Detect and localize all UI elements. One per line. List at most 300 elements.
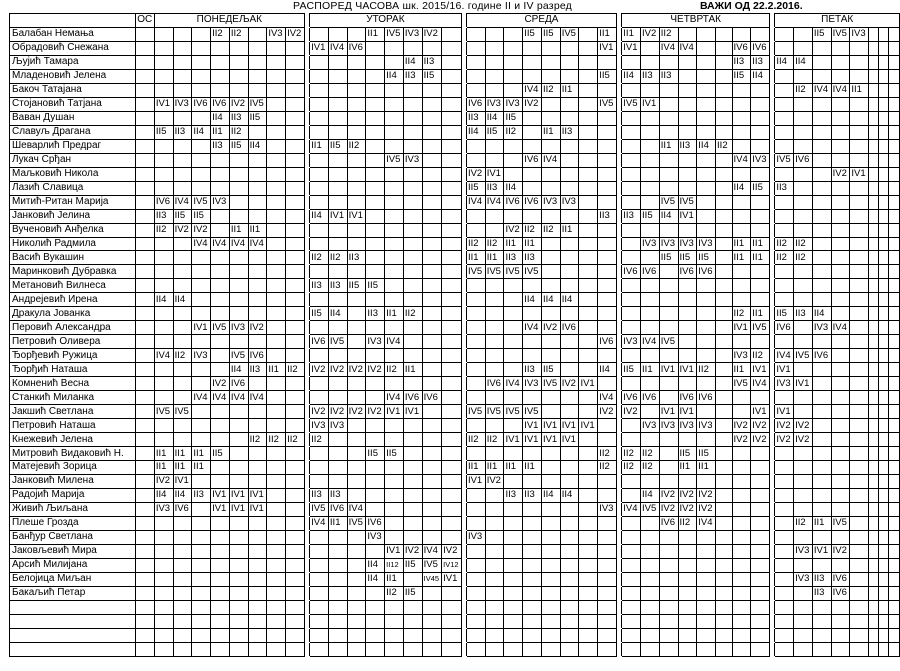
class-slot xyxy=(485,642,504,656)
class-slot xyxy=(716,209,733,223)
os-cell xyxy=(135,488,154,502)
class-slot xyxy=(850,181,869,195)
class-slot xyxy=(173,642,192,656)
class-slot: IV3 xyxy=(697,419,716,433)
class-slot: II3 xyxy=(794,307,813,321)
class-slot xyxy=(716,461,733,475)
class-slot xyxy=(732,502,751,516)
class-slot xyxy=(504,642,523,656)
teacher-row xyxy=(10,237,900,251)
class-slot: II4 xyxy=(248,139,267,153)
os-cell xyxy=(135,111,154,125)
class-slot xyxy=(403,433,422,447)
class-slot xyxy=(192,558,211,572)
class-slot xyxy=(523,209,542,223)
class-slot xyxy=(422,335,441,349)
class-slot xyxy=(485,209,504,223)
class-slot xyxy=(879,349,889,363)
class-slot xyxy=(211,363,230,377)
class-slot xyxy=(751,502,770,516)
teacher-row xyxy=(10,391,900,405)
class-slot xyxy=(716,447,733,461)
class-slot xyxy=(869,69,879,83)
class-slot xyxy=(422,419,441,433)
class-slot xyxy=(466,586,485,600)
teacher-name: Јаковљевић Мира xyxy=(10,544,136,558)
class-slot xyxy=(812,377,831,391)
class-slot: IV1 xyxy=(485,167,504,181)
class-slot xyxy=(154,139,173,153)
class-slot xyxy=(403,111,422,125)
class-slot xyxy=(442,405,461,419)
class-slot xyxy=(889,363,900,377)
class-slot xyxy=(466,279,485,293)
class-slot: IV12 xyxy=(442,558,461,572)
class-slot: II2 xyxy=(310,433,329,447)
class-slot xyxy=(622,279,641,293)
class-slot: II4 xyxy=(775,55,794,69)
class-slot xyxy=(678,586,697,600)
class-slot xyxy=(442,125,461,139)
class-slot xyxy=(403,349,422,363)
class-slot: II3 xyxy=(598,209,617,223)
class-slot: IV5 xyxy=(523,405,542,419)
class-slot xyxy=(523,600,542,614)
class-slot: II1 xyxy=(385,572,404,586)
class-slot xyxy=(385,474,404,488)
class-slot: IV2 xyxy=(154,474,173,488)
class-slot xyxy=(366,237,385,251)
class-slot xyxy=(879,83,889,97)
class-slot: II2 xyxy=(154,223,173,237)
class-slot: II3 xyxy=(751,55,770,69)
class-slot: IV4 xyxy=(310,516,329,530)
class-slot xyxy=(442,153,461,167)
class-slot xyxy=(889,307,900,321)
class-slot: IV4 xyxy=(831,321,850,335)
teacher-name: Јанковић Милена xyxy=(10,474,136,488)
class-slot xyxy=(248,614,267,628)
class-slot xyxy=(523,642,542,656)
class-slot: II4 xyxy=(310,209,329,223)
teacher-name: Јанковић Јелина xyxy=(10,209,136,223)
class-slot xyxy=(831,419,850,433)
class-slot: II2 xyxy=(267,433,286,447)
class-slot xyxy=(211,461,230,475)
class-slot xyxy=(422,474,441,488)
os-cell xyxy=(135,335,154,349)
teacher-row xyxy=(10,474,900,488)
class-slot xyxy=(267,307,286,321)
class-slot xyxy=(504,167,523,181)
class-slot: II2 xyxy=(659,27,678,41)
class-slot xyxy=(310,111,329,125)
class-slot: II1 xyxy=(751,237,770,251)
class-slot xyxy=(732,530,751,544)
class-slot xyxy=(385,488,404,502)
class-slot xyxy=(579,349,598,363)
class-slot xyxy=(192,377,211,391)
class-slot: II1 xyxy=(366,27,385,41)
class-slot xyxy=(504,209,523,223)
class-slot xyxy=(812,405,831,419)
class-slot: IV2 xyxy=(466,167,485,181)
class-slot xyxy=(879,293,889,307)
class-slot: IV4 xyxy=(775,349,794,363)
class-slot xyxy=(775,628,794,642)
class-slot xyxy=(641,55,660,69)
class-slot xyxy=(678,433,697,447)
class-slot xyxy=(192,181,211,195)
class-slot xyxy=(347,419,366,433)
class-slot xyxy=(403,530,422,544)
class-slot xyxy=(716,307,733,321)
class-slot: IV3 xyxy=(812,321,831,335)
class-slot xyxy=(716,572,733,586)
class-slot xyxy=(211,544,230,558)
class-slot xyxy=(716,279,733,293)
class-slot: IV1 xyxy=(641,97,660,111)
class-slot xyxy=(794,41,813,55)
class-slot xyxy=(579,488,598,502)
class-slot xyxy=(192,502,211,516)
class-slot: II1 xyxy=(560,83,579,97)
class-slot xyxy=(678,125,697,139)
class-slot xyxy=(869,516,879,530)
class-slot xyxy=(248,572,267,586)
class-slot xyxy=(850,474,869,488)
class-slot xyxy=(579,195,598,209)
teacher-name: Балабан Немања xyxy=(10,27,136,41)
class-slot xyxy=(560,502,579,516)
class-slot xyxy=(229,83,248,97)
class-slot xyxy=(751,530,770,544)
day-header: ЧЕТВРТАК xyxy=(622,14,770,28)
class-slot xyxy=(248,279,267,293)
class-slot: IV6 xyxy=(641,391,660,405)
os-cell xyxy=(135,502,154,516)
class-slot xyxy=(775,488,794,502)
class-slot xyxy=(716,195,733,209)
class-slot xyxy=(641,405,660,419)
valid-from-date: ВАЖИ ОД 22.2.2016. xyxy=(700,0,803,12)
teacher-row xyxy=(10,349,900,363)
class-slot xyxy=(889,433,900,447)
class-slot xyxy=(286,279,305,293)
class-slot xyxy=(466,447,485,461)
class-slot xyxy=(403,642,422,656)
class-slot xyxy=(173,614,192,628)
class-slot xyxy=(347,530,366,544)
class-slot: IV2 xyxy=(598,405,617,419)
class-slot xyxy=(879,307,889,321)
class-slot xyxy=(211,474,230,488)
class-slot: IV2 xyxy=(211,377,230,391)
class-slot xyxy=(347,195,366,209)
class-slot xyxy=(286,447,305,461)
class-slot xyxy=(385,349,404,363)
class-slot: IV4 xyxy=(422,544,441,558)
class-slot xyxy=(442,642,461,656)
class-slot xyxy=(716,335,733,349)
class-slot xyxy=(678,83,697,97)
class-slot: II5 xyxy=(622,363,641,377)
class-slot: IV1 xyxy=(442,572,461,586)
class-slot xyxy=(751,195,770,209)
class-slot xyxy=(248,251,267,265)
teacher-name: Вученовић Анђелка xyxy=(10,223,136,237)
class-slot: IV2 xyxy=(794,419,813,433)
teacher-row xyxy=(10,502,900,516)
class-slot xyxy=(267,251,286,265)
class-slot xyxy=(598,83,617,97)
class-slot xyxy=(248,544,267,558)
class-slot: IV5 xyxy=(732,377,751,391)
class-slot: II1 xyxy=(523,237,542,251)
class-slot xyxy=(466,614,485,628)
class-slot: IV4 xyxy=(831,83,850,97)
class-slot xyxy=(659,433,678,447)
teacher-row xyxy=(10,27,900,41)
class-slot xyxy=(659,391,678,405)
class-slot xyxy=(831,307,850,321)
class-slot xyxy=(751,27,770,41)
class-slot xyxy=(641,474,660,488)
class-slot xyxy=(794,474,813,488)
class-slot xyxy=(286,307,305,321)
class-slot xyxy=(442,447,461,461)
class-slot: II3 xyxy=(732,55,751,69)
class-slot xyxy=(248,181,267,195)
class-slot: IV2 xyxy=(678,488,697,502)
class-slot xyxy=(366,544,385,558)
class-slot xyxy=(385,209,404,223)
class-slot xyxy=(598,125,617,139)
class-slot xyxy=(466,558,485,572)
class-slot: IV4 xyxy=(385,335,404,349)
class-slot xyxy=(442,41,461,55)
class-slot: II4 xyxy=(560,488,579,502)
class-slot: IV1 xyxy=(579,419,598,433)
class-slot: II4 xyxy=(403,55,422,69)
class-slot xyxy=(310,447,329,461)
os-cell xyxy=(135,69,154,83)
class-slot xyxy=(385,223,404,237)
class-slot xyxy=(716,83,733,97)
class-slot xyxy=(211,405,230,419)
class-slot xyxy=(267,642,286,656)
class-slot xyxy=(173,377,192,391)
class-slot xyxy=(560,97,579,111)
class-slot xyxy=(869,461,879,475)
class-slot xyxy=(442,97,461,111)
class-slot xyxy=(716,181,733,195)
class-slot xyxy=(598,265,617,279)
class-slot xyxy=(504,516,523,530)
teacher-name: Обрадовић Снежана xyxy=(10,41,136,55)
teacher-row xyxy=(10,111,900,125)
class-slot xyxy=(579,614,598,628)
class-slot xyxy=(579,139,598,153)
class-slot: II1 xyxy=(328,516,347,530)
class-slot: IV1 xyxy=(678,363,697,377)
class-slot xyxy=(466,377,485,391)
class-slot xyxy=(248,27,267,41)
class-slot xyxy=(775,41,794,55)
class-slot xyxy=(229,195,248,209)
class-slot: II4 xyxy=(229,363,248,377)
class-slot xyxy=(869,377,879,391)
class-slot xyxy=(678,558,697,572)
class-slot xyxy=(879,139,889,153)
class-slot xyxy=(192,27,211,41)
class-slot xyxy=(192,41,211,55)
class-slot xyxy=(812,474,831,488)
class-slot xyxy=(310,265,329,279)
class-slot: IV6 xyxy=(523,195,542,209)
class-slot xyxy=(794,139,813,153)
class-slot: IV3 xyxy=(794,572,813,586)
class-slot: IV5 xyxy=(641,502,660,516)
class-slot xyxy=(541,572,560,586)
class-slot xyxy=(869,153,879,167)
class-slot xyxy=(697,125,716,139)
class-slot: IV4 xyxy=(598,391,617,405)
class-slot: IV3 xyxy=(641,419,660,433)
class-slot: IV1 xyxy=(659,405,678,419)
class-slot xyxy=(794,335,813,349)
class-slot xyxy=(598,600,617,614)
class-slot xyxy=(622,377,641,391)
teacher-name: Лукач Срђан xyxy=(10,153,136,167)
class-slot xyxy=(794,363,813,377)
class-slot xyxy=(775,614,794,628)
class-slot xyxy=(697,307,716,321)
class-slot xyxy=(869,349,879,363)
class-slot xyxy=(310,167,329,181)
class-slot: IV5 xyxy=(794,349,813,363)
os-cell xyxy=(135,544,154,558)
class-slot: II5 xyxy=(678,251,697,265)
class-slot xyxy=(173,335,192,349)
class-slot: II4 xyxy=(541,293,560,307)
class-slot xyxy=(641,41,660,55)
class-slot xyxy=(267,488,286,502)
class-slot xyxy=(422,279,441,293)
class-slot xyxy=(466,209,485,223)
class-slot xyxy=(154,265,173,279)
class-slot xyxy=(598,251,617,265)
day-header: ПЕТАК xyxy=(775,14,900,28)
class-slot: IV1 xyxy=(812,544,831,558)
class-slot xyxy=(641,251,660,265)
class-slot xyxy=(812,558,831,572)
class-slot xyxy=(716,251,733,265)
class-slot xyxy=(485,41,504,55)
class-slot xyxy=(598,642,617,656)
class-slot xyxy=(403,516,422,530)
class-slot: IV5 xyxy=(659,195,678,209)
class-slot: IV2 xyxy=(310,363,329,377)
os-cell xyxy=(135,321,154,335)
class-slot xyxy=(385,279,404,293)
class-slot xyxy=(579,628,598,642)
class-slot xyxy=(560,530,579,544)
class-slot: IV1 xyxy=(248,488,267,502)
teacher-name: Ђорђевић Ружица xyxy=(10,349,136,363)
class-slot xyxy=(154,153,173,167)
class-slot xyxy=(641,293,660,307)
class-slot xyxy=(466,139,485,153)
class-slot xyxy=(328,642,347,656)
class-slot xyxy=(422,125,441,139)
class-slot xyxy=(485,55,504,69)
class-slot xyxy=(248,474,267,488)
class-slot xyxy=(869,335,879,349)
class-slot xyxy=(385,377,404,391)
teacher-name: Лазић Славица xyxy=(10,181,136,195)
class-slot xyxy=(366,195,385,209)
class-slot xyxy=(229,279,248,293)
class-slot xyxy=(879,195,889,209)
class-slot xyxy=(641,125,660,139)
class-slot xyxy=(229,572,248,586)
class-slot xyxy=(879,97,889,111)
class-slot: II1 xyxy=(192,447,211,461)
class-slot: II5 xyxy=(598,69,617,83)
class-slot xyxy=(403,321,422,335)
class-slot xyxy=(579,153,598,167)
class-slot xyxy=(678,544,697,558)
class-slot xyxy=(889,167,900,181)
class-slot xyxy=(347,642,366,656)
class-slot xyxy=(211,223,230,237)
class-slot xyxy=(641,167,660,181)
class-slot xyxy=(732,614,751,628)
class-slot xyxy=(485,544,504,558)
class-slot: IV1 xyxy=(385,405,404,419)
class-slot: II1 xyxy=(732,251,751,265)
class-slot xyxy=(812,195,831,209)
class-slot xyxy=(267,321,286,335)
class-slot xyxy=(622,488,641,502)
class-slot xyxy=(716,377,733,391)
class-slot: II5 xyxy=(678,447,697,461)
class-slot xyxy=(422,516,441,530)
class-slot xyxy=(248,265,267,279)
class-slot: II5 xyxy=(347,279,366,293)
class-slot xyxy=(716,321,733,335)
class-slot xyxy=(286,335,305,349)
os-cell xyxy=(135,474,154,488)
class-slot xyxy=(286,516,305,530)
class-slot: IV3 xyxy=(850,27,869,41)
teacher-row xyxy=(10,600,900,614)
class-slot xyxy=(267,335,286,349)
class-slot: IV1 xyxy=(403,405,422,419)
header-row xyxy=(10,14,900,28)
class-slot xyxy=(579,125,598,139)
class-slot xyxy=(403,167,422,181)
class-slot xyxy=(154,377,173,391)
class-slot: IV3 xyxy=(154,502,173,516)
class-slot xyxy=(850,419,869,433)
class-slot xyxy=(347,111,366,125)
class-slot: II3 xyxy=(328,279,347,293)
class-slot: IV1 xyxy=(541,433,560,447)
class-slot: IV5 xyxy=(751,321,770,335)
os-cell xyxy=(135,251,154,265)
